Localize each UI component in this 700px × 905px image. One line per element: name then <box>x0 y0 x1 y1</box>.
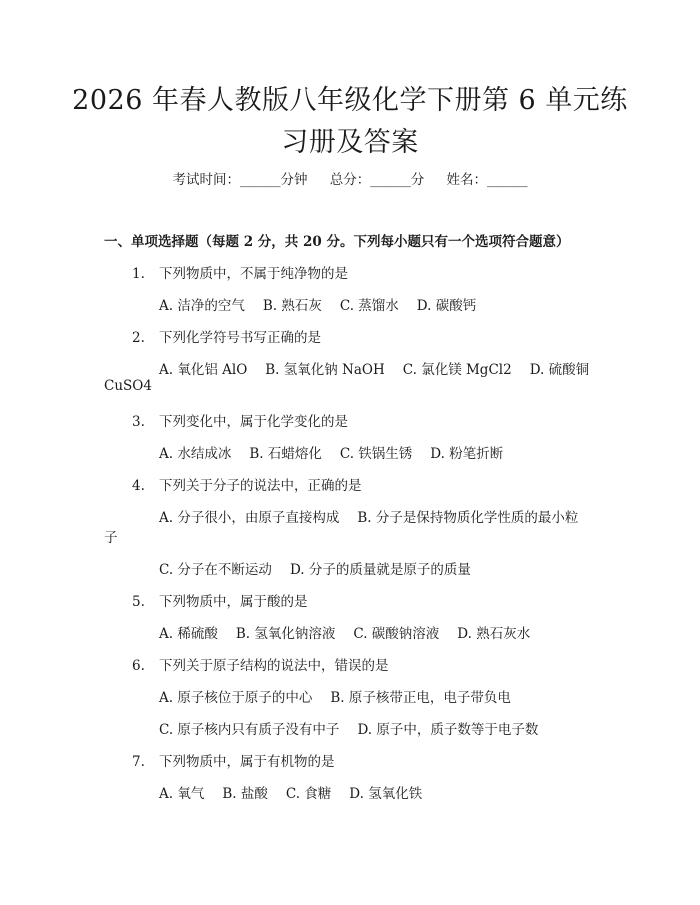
document-title <box>60 80 640 164</box>
option-b: B. 盐酸 <box>222 786 268 802</box>
question-options <box>159 622 530 642</box>
question-number: 1. <box>132 266 145 282</box>
question-stem <box>132 474 362 494</box>
option-d: D. 氢氧化铁 <box>349 786 423 802</box>
question-number: 6. <box>132 658 145 674</box>
exam-total-score: 总分：______分 <box>329 172 425 188</box>
title-line-1: 2026 年春人教版八年级化学下册第 6 单元练 <box>72 85 628 116</box>
question-text: 下列关于原子结构的说法中，错误的是 <box>159 658 389 674</box>
question-number: 7. <box>132 754 145 770</box>
exam-time: 考试时间：______分钟 <box>172 172 308 188</box>
option-b: B. 石蜡熔化 <box>249 446 322 462</box>
option-b: B. 原子核带正电，电子带负电 <box>330 690 511 706</box>
question-stem <box>132 326 321 346</box>
question-text: 下列关于分子的说法中，正确的是 <box>159 478 362 494</box>
option-c: C. 食糖 <box>285 786 332 802</box>
option-c: C. 原子核内只有质子没有中子 <box>159 722 340 738</box>
exam-info <box>0 168 700 188</box>
option-c: C. 分子在不断运动 <box>159 562 272 578</box>
option-a: A. 水结成冰 <box>159 446 232 462</box>
question-options <box>159 782 422 802</box>
question-stem <box>132 410 348 430</box>
option-b: B. 氢氧化钠溶液 <box>235 626 336 642</box>
question-options <box>159 442 503 462</box>
option-c: C. 碳酸钠溶液 <box>353 626 440 642</box>
option-a: A. 原子核位于原子的中心 <box>159 690 313 706</box>
option-b: B. 分子是保持物质化学性质的最小粒 <box>357 510 579 526</box>
question-stem <box>132 750 335 770</box>
option-d: D. 碳酸钙 <box>416 298 477 314</box>
option-d: D. 熟石灰水 <box>457 626 531 642</box>
option-wrap-text: CuSO4 <box>104 378 152 394</box>
title-line-2: 习册及答案 <box>281 127 419 158</box>
option-b: B. 氢氧化钠 NaOH <box>265 362 385 378</box>
question-stem <box>132 654 389 674</box>
question-number: 2. <box>132 330 145 346</box>
question-text: 下列化学符号书写正确的是 <box>159 330 321 346</box>
question-options <box>159 558 471 578</box>
option-wrap-text: 子 <box>104 530 118 546</box>
option-a: A. 氧气 <box>159 786 205 802</box>
option-d: D. 粉笔折断 <box>430 446 504 462</box>
question-number: 4. <box>132 478 145 494</box>
question-options <box>159 358 589 378</box>
option-d: D. 原子中，质子数等于电子数 <box>357 722 539 738</box>
question-options <box>159 686 511 706</box>
option-c: C. 铁锅生锈 <box>339 446 413 462</box>
option-a: A. 稀硫酸 <box>159 626 218 642</box>
question-stem <box>132 590 308 610</box>
option-a: A. 氧化铝 AlO <box>159 362 248 378</box>
question-number: 3. <box>132 414 145 430</box>
question-options <box>159 506 578 526</box>
question-number: 5. <box>132 594 145 610</box>
question-text: 下列物质中，属于酸的是 <box>159 594 308 610</box>
exam-name: 姓名：______ <box>446 172 528 188</box>
question-options <box>159 718 538 738</box>
option-a: A. 分子很小，由原子直接构成 <box>159 510 340 526</box>
question-text: 下列变化中，属于化学变化的是 <box>159 414 348 430</box>
option-a: A. 洁净的空气 <box>159 298 245 314</box>
option-d: D. 分子的质量就是原子的质量 <box>289 562 471 578</box>
option-d: D. 硫酸铜 <box>529 362 590 378</box>
question-text: 下列物质中，属于有机物的是 <box>159 754 335 770</box>
question-options <box>159 294 476 314</box>
option-c: C. 氯化镁 MgCl2 <box>402 362 512 378</box>
option-c: C. 蒸馏水 <box>339 298 399 314</box>
section-heading: 一、单项选择题（每题 2 分，共 20 分。下列每小题只有一个选项符合题意） <box>104 234 570 250</box>
question-stem <box>132 262 348 282</box>
option-b: B. 熟石灰 <box>262 298 322 314</box>
question-text: 下列物质中，不属于纯净物的是 <box>159 266 348 282</box>
